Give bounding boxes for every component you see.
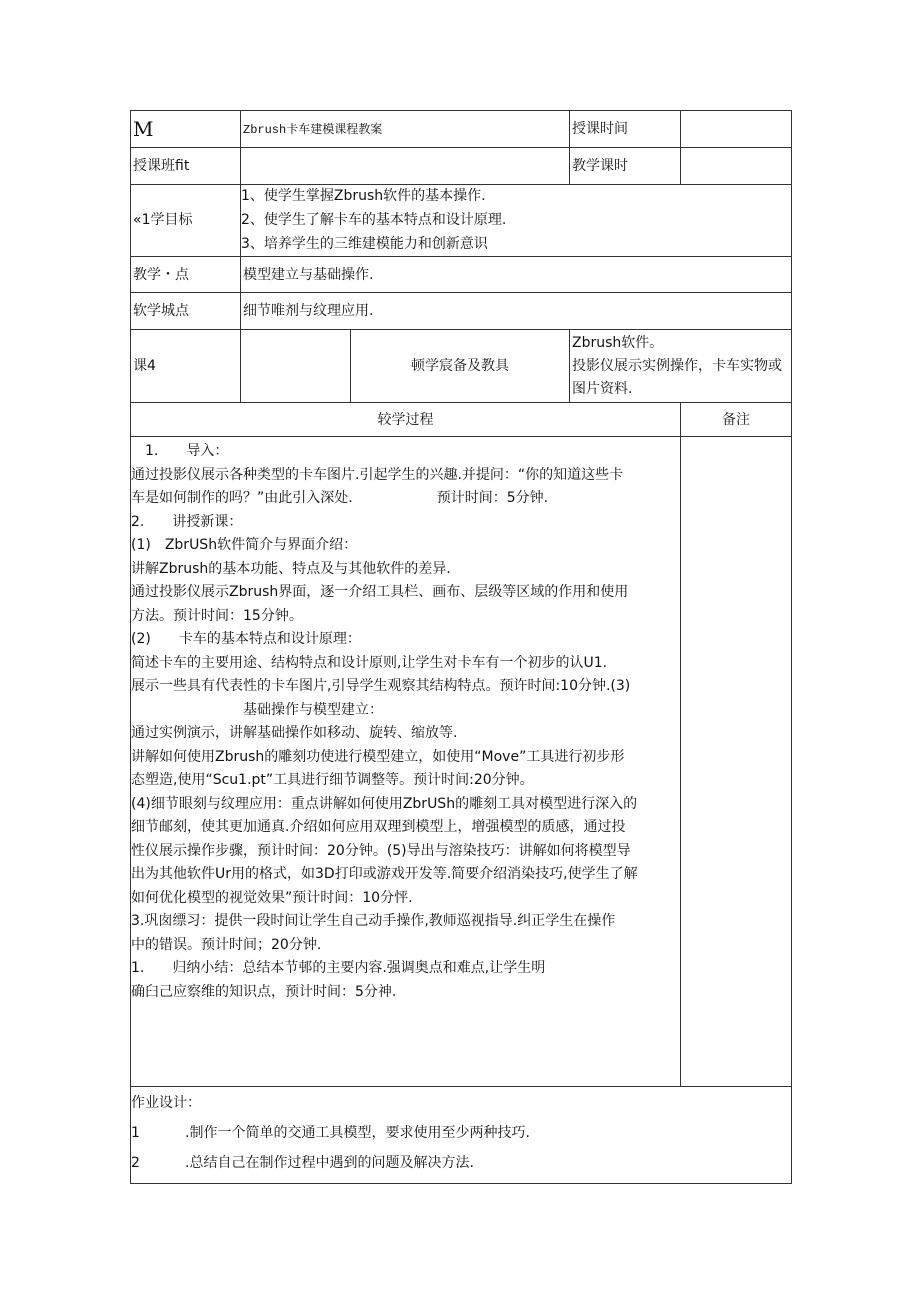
note-cell — [681, 437, 792, 1087]
prep-value-line: 投影仪展示实例操作，卡车实物或图片资料. — [572, 357, 782, 397]
row-title — [131, 111, 792, 148]
objective-item: 1、使学生掌握Zbrush软件的基本操作. — [241, 188, 486, 204]
process-line: (1) ZbrUSh软件简介与界面介绍： — [131, 537, 358, 553]
lesson-plan-table — [130, 110, 792, 1184]
process-line: 展示一些具有代表性的卡车图片,引导学生观察其结构特点。预许时间:10分钟.(3) — [131, 678, 631, 694]
homework-item-text: .总结自己在制作过程中遇到的问题及解决方法. — [185, 1155, 474, 1171]
objectives-label: «1学目标 — [131, 185, 241, 257]
process-line: 3.巩囱缥习：提供一段时间让学生自己动手操作,教师巡视指导.纠正学生在操作 — [131, 913, 616, 929]
process-line: 方法。预计时间：15分钟。 — [131, 607, 303, 624]
objectives-cell — [241, 185, 792, 257]
hours-label: 教学课时 — [570, 148, 681, 185]
row-process-header — [131, 403, 792, 437]
process-line: 通过实例演示，讲解基础操作如移动、旋转、缩放等. — [131, 725, 458, 741]
note-header: 备注 — [681, 403, 792, 437]
prep-value-line: Zbrush软件。 — [572, 334, 664, 351]
difficult-point-value: 细节唯剂与纹理应用. — [241, 293, 792, 330]
process-line: 简述卡车的主要用途、结构特点和设计原则,让学生对卡车有一个初步的认U1. — [131, 654, 608, 671]
homework-item-num: 1 — [131, 1125, 140, 1141]
row-difficult-point — [131, 293, 792, 330]
process-line: (2) 卡车的基本特点和设计原理： — [131, 631, 361, 647]
objectives-list — [241, 185, 791, 255]
type-label: 课4 — [131, 330, 241, 403]
homework-item — [131, 1153, 791, 1173]
process-line: 2. 讲授新课： — [131, 513, 243, 530]
prep-label: 顿学宸备及教具 — [351, 330, 570, 403]
process-line: 通过投影仪展示Zbrush界面，逐一介绍工具栏、画布、层级等区域的作用和使用 — [131, 584, 629, 600]
logo-cell: M — [131, 111, 241, 148]
homework-item — [131, 1123, 791, 1143]
homework-label: 作业设计： — [131, 1095, 201, 1111]
process-line: 态塑造,使用“Scu1.pt”工具进行细节调整等。预计时间:20分钟。 — [131, 772, 534, 788]
process-body — [131, 437, 681, 1087]
class-value — [241, 148, 570, 185]
process-line: 细节邮刻，使其更加通真.介绍如何应用双理到模型上，增强模型的质感，通过投 — [131, 819, 626, 835]
row-objectives — [131, 185, 792, 257]
time-label: 授课时间 — [570, 111, 681, 148]
process-line: 车是如何制作的吗？”由此引入深处. 预计时间：5分钟. — [131, 490, 549, 506]
homework-item-num: 2 — [131, 1155, 140, 1171]
process-line: 通过投影仪展示各种类型的卡车图片.引起学生的兴趣.并提问：“你的知道这些卡 — [131, 466, 624, 483]
process-line: 讲解Zbrush的基本功能、特点及与其他软件的差异. — [131, 560, 451, 577]
homework-item-text: .制作一个简单的交通工具模型，要求使用至少两种技巧. — [185, 1125, 530, 1141]
row-class — [131, 148, 792, 185]
row-process-body — [131, 437, 792, 1087]
key-point-value: 模型建立与基础操作. — [241, 257, 792, 293]
process-line: 中的错误。预计时间；20分钟. — [131, 936, 322, 953]
process-line: 确臼己应察维的知识点，预计时间：5分神. — [131, 983, 397, 1000]
row-type — [131, 330, 792, 403]
course-title-text: Zbrush卡车建模课程教案 — [243, 122, 383, 137]
process-header: 较学过程 — [131, 403, 681, 437]
prep-value — [570, 330, 792, 403]
process-line: 基础操作与模型建立： — [131, 701, 383, 718]
process-line: 出为其他软件Ur用的格式，如3D打印或游戏开发等.简要介绍消染技巧,使学生了解 — [131, 866, 638, 882]
row-key-point — [131, 257, 792, 293]
row-homework — [131, 1087, 792, 1184]
objective-item: 3、培养学生的三维建模能力和创新意识 — [241, 236, 488, 252]
process-line: 讲解如何使用Zbrush的雕刻功使进行模型建立，如使用“Move”工具进行初步形 — [131, 748, 625, 765]
process-line: (4)细节眼刻与纹理应用：重点讲解如何使用ZbrUSh的雕刻工具对模型进行深入的 — [131, 795, 638, 812]
process-line: 1. 归纳小结：总结本节邨的主要内容.强调奥点和难点,让学生明 — [131, 960, 546, 976]
time-value — [681, 111, 792, 148]
key-point-label: 教学・点 — [131, 257, 241, 293]
homework-cell — [131, 1087, 792, 1184]
course-title — [241, 111, 570, 148]
process-line: 如何优化模型的视觉效果”预计时间：10分怦. — [131, 889, 413, 906]
type-value — [241, 330, 351, 403]
objective-item: 2、使学生了解卡车的基本特点和设计原理. — [241, 212, 507, 228]
process-line: 1. 导入： — [131, 443, 229, 459]
process-line: 性仪展示操作步骤，预计时间：20分钟。(5)导出与溶染技巧：讲解如何将模型导 — [131, 842, 631, 859]
difficult-point-label: 软学城点 — [131, 293, 241, 330]
hours-value — [681, 148, 792, 185]
class-label: 授课班fit — [131, 148, 241, 185]
